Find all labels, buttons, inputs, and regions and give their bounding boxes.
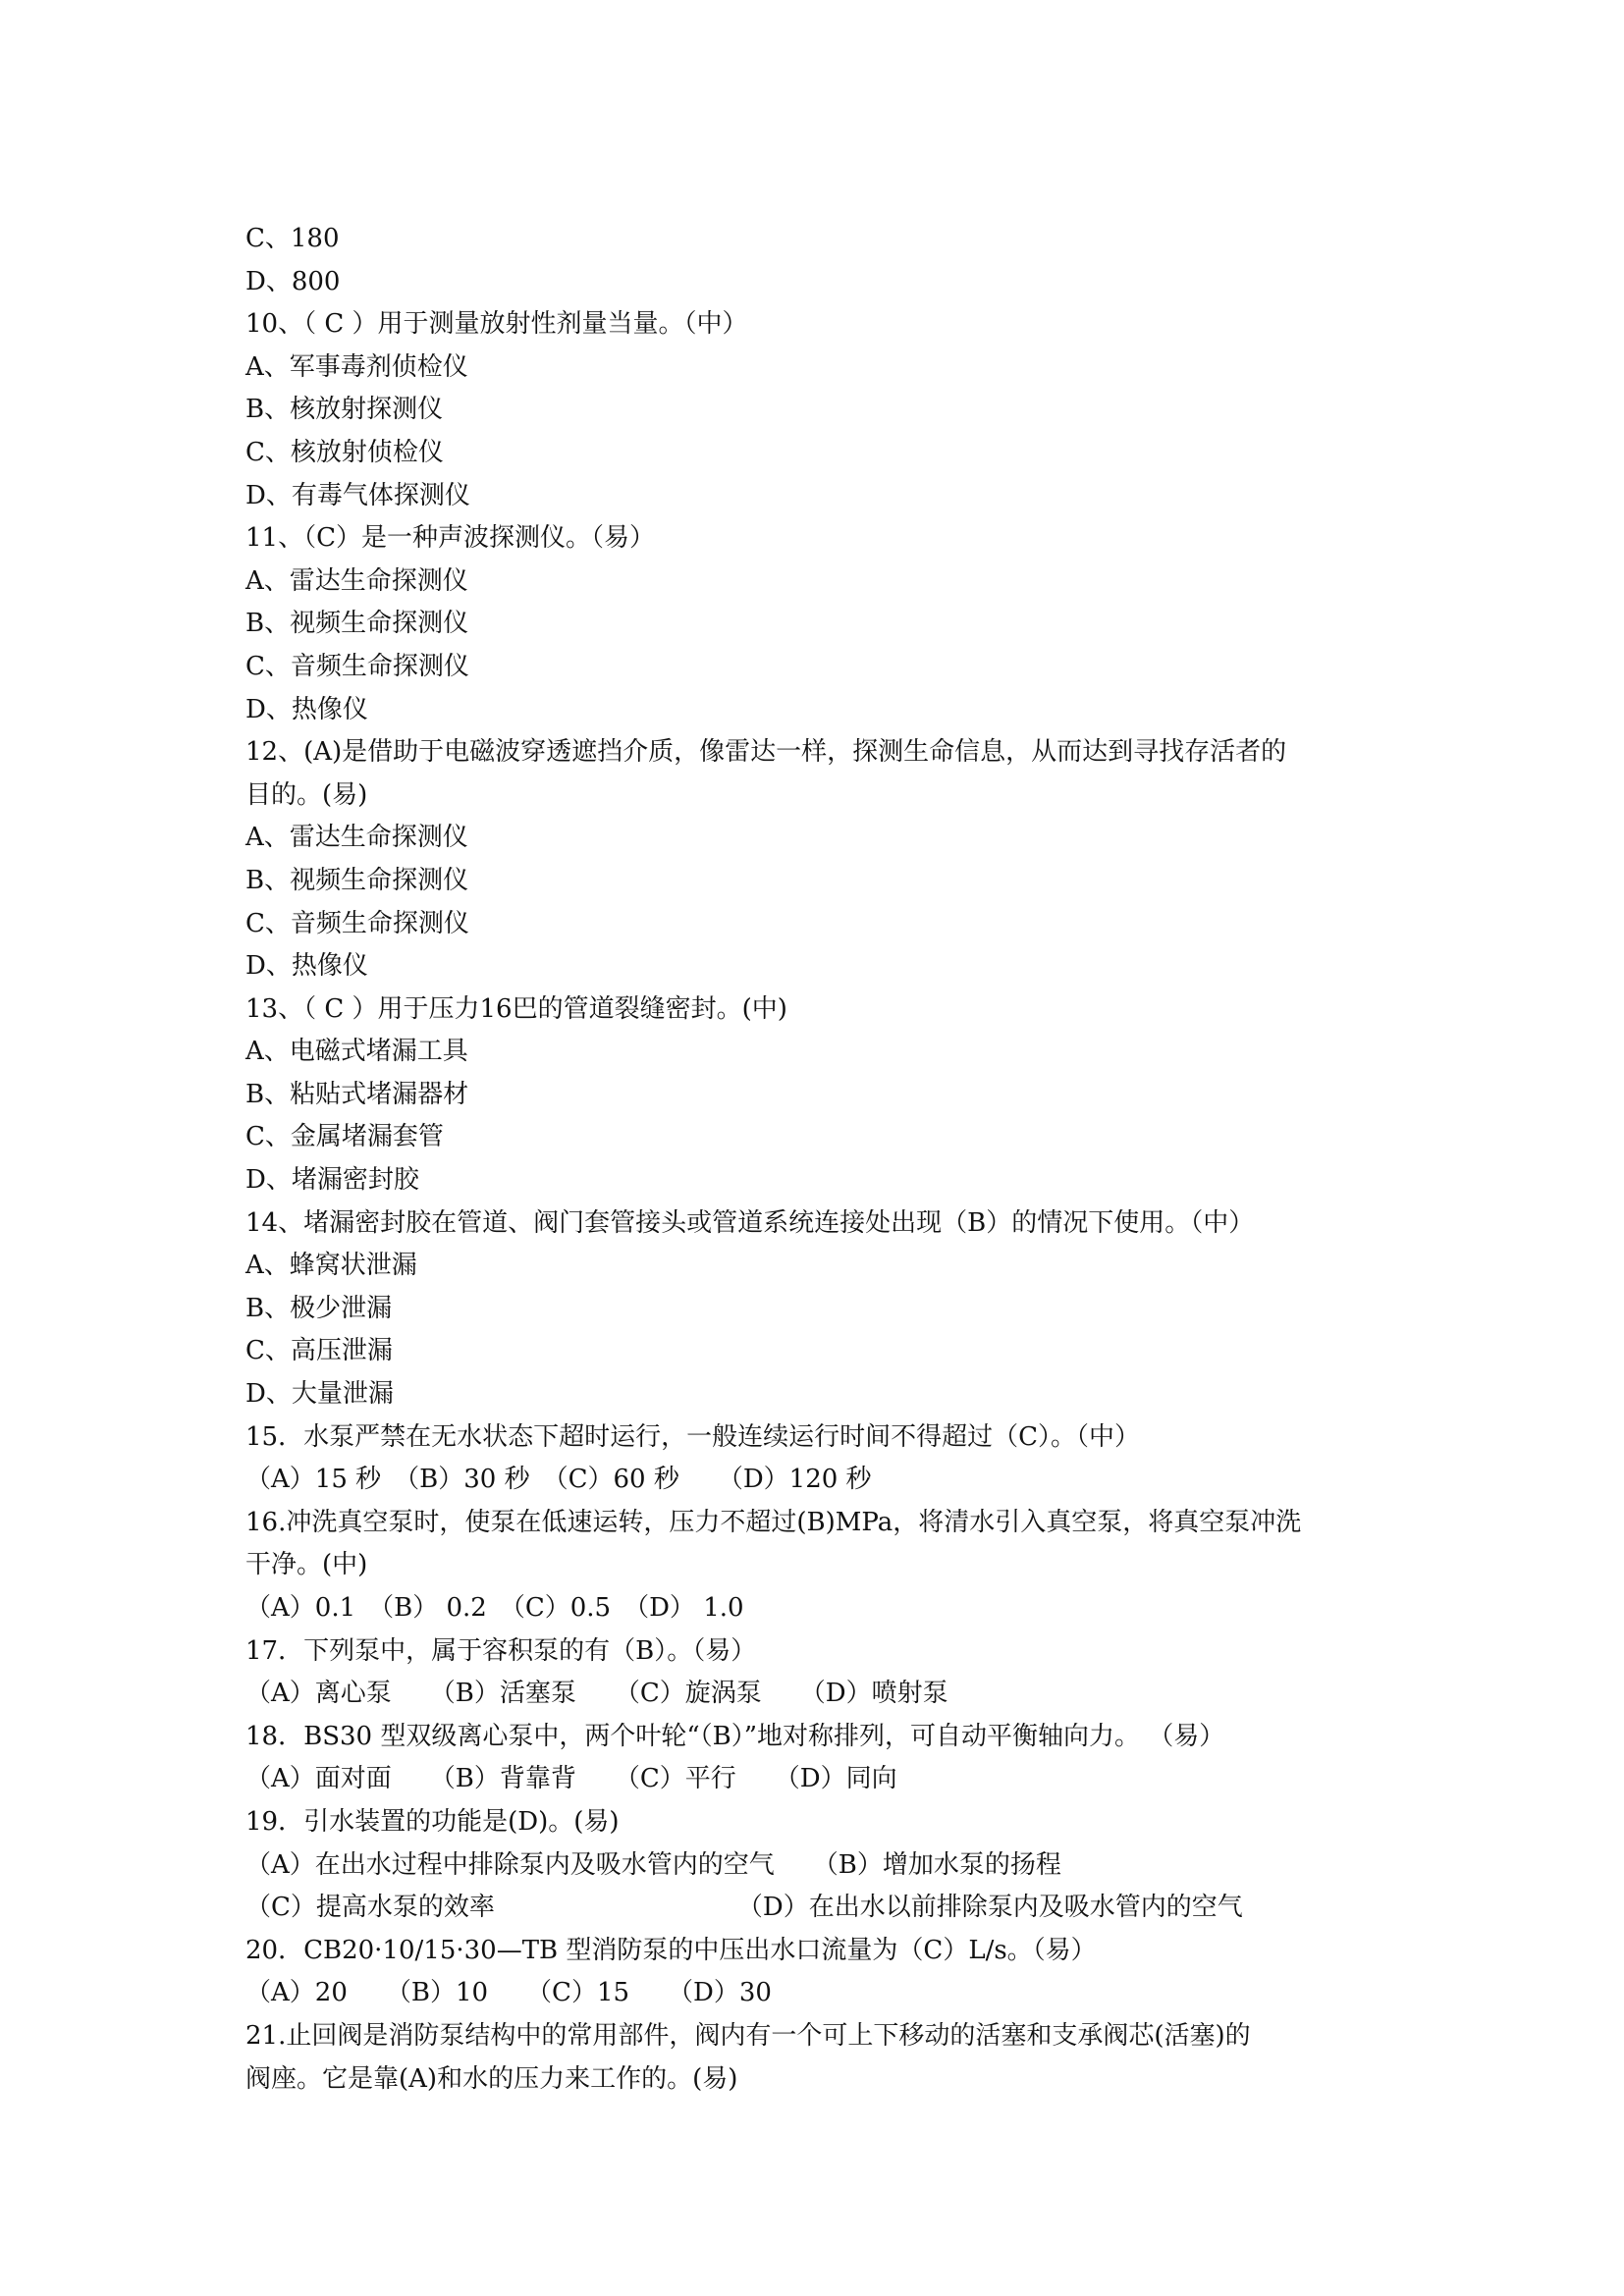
answer-options-row: （A）0.1 （B） 0.2 （C）0.5 （D） 1.0 (245, 1593, 744, 1623)
answer-option: B、视频生命探测仪 (245, 609, 469, 639)
question-13: 13、（ C ）用于压力16巴的管道裂缝密封。(中) (245, 993, 787, 1024)
answer-options-row: （A）15 秒 （B）30 秒 （C）60 秒 （D）120 秒 (245, 1465, 872, 1495)
answer-option: C、金属堵漏套管 (245, 1122, 444, 1152)
answer-option: D、堵漏密封胶 (245, 1165, 419, 1196)
answer-options-row: （A）离心泵 （B）活塞泵 （C）旋涡泵 （D）喷射泵 (245, 1679, 948, 1709)
answer-option: D、热像仪 (245, 694, 368, 724)
question-21: 21.止回阀是消防泵结构中的常用部件，阀内有一个可上下移动的活塞和支承阀芯(活塞)的 (245, 2020, 1251, 2051)
answer-option: B、极少泄漏 (245, 1293, 393, 1323)
answer-options-row: （A）面对面 （B）背靠背 （C）平行 （D）同向 (245, 1764, 897, 1794)
answer-option: B、视频生命探测仪 (245, 865, 469, 895)
question-12: 12、(A)是借助于电磁波穿透遮挡介质，像雷达一样，探测生命信息，从而达到寻找存活者的 (245, 737, 1287, 768)
question-16-continued: 干净。(中) (245, 1550, 368, 1580)
answer-option: A、雷达生命探测仪 (245, 823, 468, 853)
answer-option: B、粘贴式堵漏器材 (245, 1079, 469, 1109)
question-14: 14、堵漏密封胶在管道、阀门套管接头或管道系统连接处出现（B）的情况下使用。（中） (245, 1207, 1255, 1238)
answer-option: C、高压泄漏 (245, 1336, 393, 1366)
answer-option: D、800 (245, 266, 341, 296)
document-body (245, 218, 1394, 2101)
question-10: 10、（ C ）用于测量放射性剂量当量。（中） (245, 309, 748, 340)
answer-options-row: （A）在出水过程中排除泵内及吸水管内的空气 （B）增加水泵的扬程 (245, 1849, 1061, 1880)
question-17: 17．下列泵中，属于容积泵的有（B）。（易） (245, 1635, 757, 1666)
question-15: 15．水泵严禁在无水状态下超时运行，一般连续运行时间不得超过（C）。（中） (245, 1421, 1140, 1452)
question-11: 11、（C）是一种声波探测仪。（易） (245, 523, 655, 554)
answer-options-row: （C）提高水泵的效率 （D）在出水以前排除泵内及吸水管内的空气 (245, 1893, 1243, 1923)
question-18: 18．BS30 型双级离心泵中，两个叶轮“（B）”地对称排列，可自动平衡轴向力。 （易） (245, 1721, 1225, 1751)
question-20: 20．CB20·10/15·30—TB 型消防泵的中压出水口流量为（C）L/s。（易） (245, 1935, 1097, 1965)
answer-option: D、热像仪 (245, 951, 368, 982)
question-16: 16.冲洗真空泵时，使泵在低速运转，压力不超过(B)MPa，将清水引入真空泵，将真空泵冲洗 (245, 1507, 1302, 1537)
answer-option: D、有毒气体探测仪 (245, 480, 470, 510)
answer-option: C、核放射侦检仪 (245, 437, 444, 467)
answer-option: A、雷达生命探测仪 (245, 565, 468, 596)
answer-option: B、核放射探测仪 (245, 395, 444, 425)
answer-option: A、军事毒剂侦检仪 (245, 351, 468, 382)
answer-option: C、音频生命探测仪 (245, 651, 469, 681)
answer-option: D、大量泄漏 (245, 1379, 394, 1410)
answer-options-row: （A）20 （B）10 （C）15 （D）30 (245, 1978, 772, 2008)
answer-option: A、蜂窝状泄漏 (245, 1251, 417, 1281)
question-19: 19．引水装置的功能是(D)。(易) (245, 1806, 620, 1837)
question-21-continued: 阀座。它是靠(A)和水的压力来工作的。(易) (245, 2063, 738, 2094)
answer-option: C、音频生命探测仪 (245, 908, 469, 938)
question-12-continued: 目的。(易) (245, 779, 368, 810)
answer-option: C、180 (245, 224, 340, 253)
answer-option: A、电磁式堵漏工具 (245, 1037, 468, 1067)
